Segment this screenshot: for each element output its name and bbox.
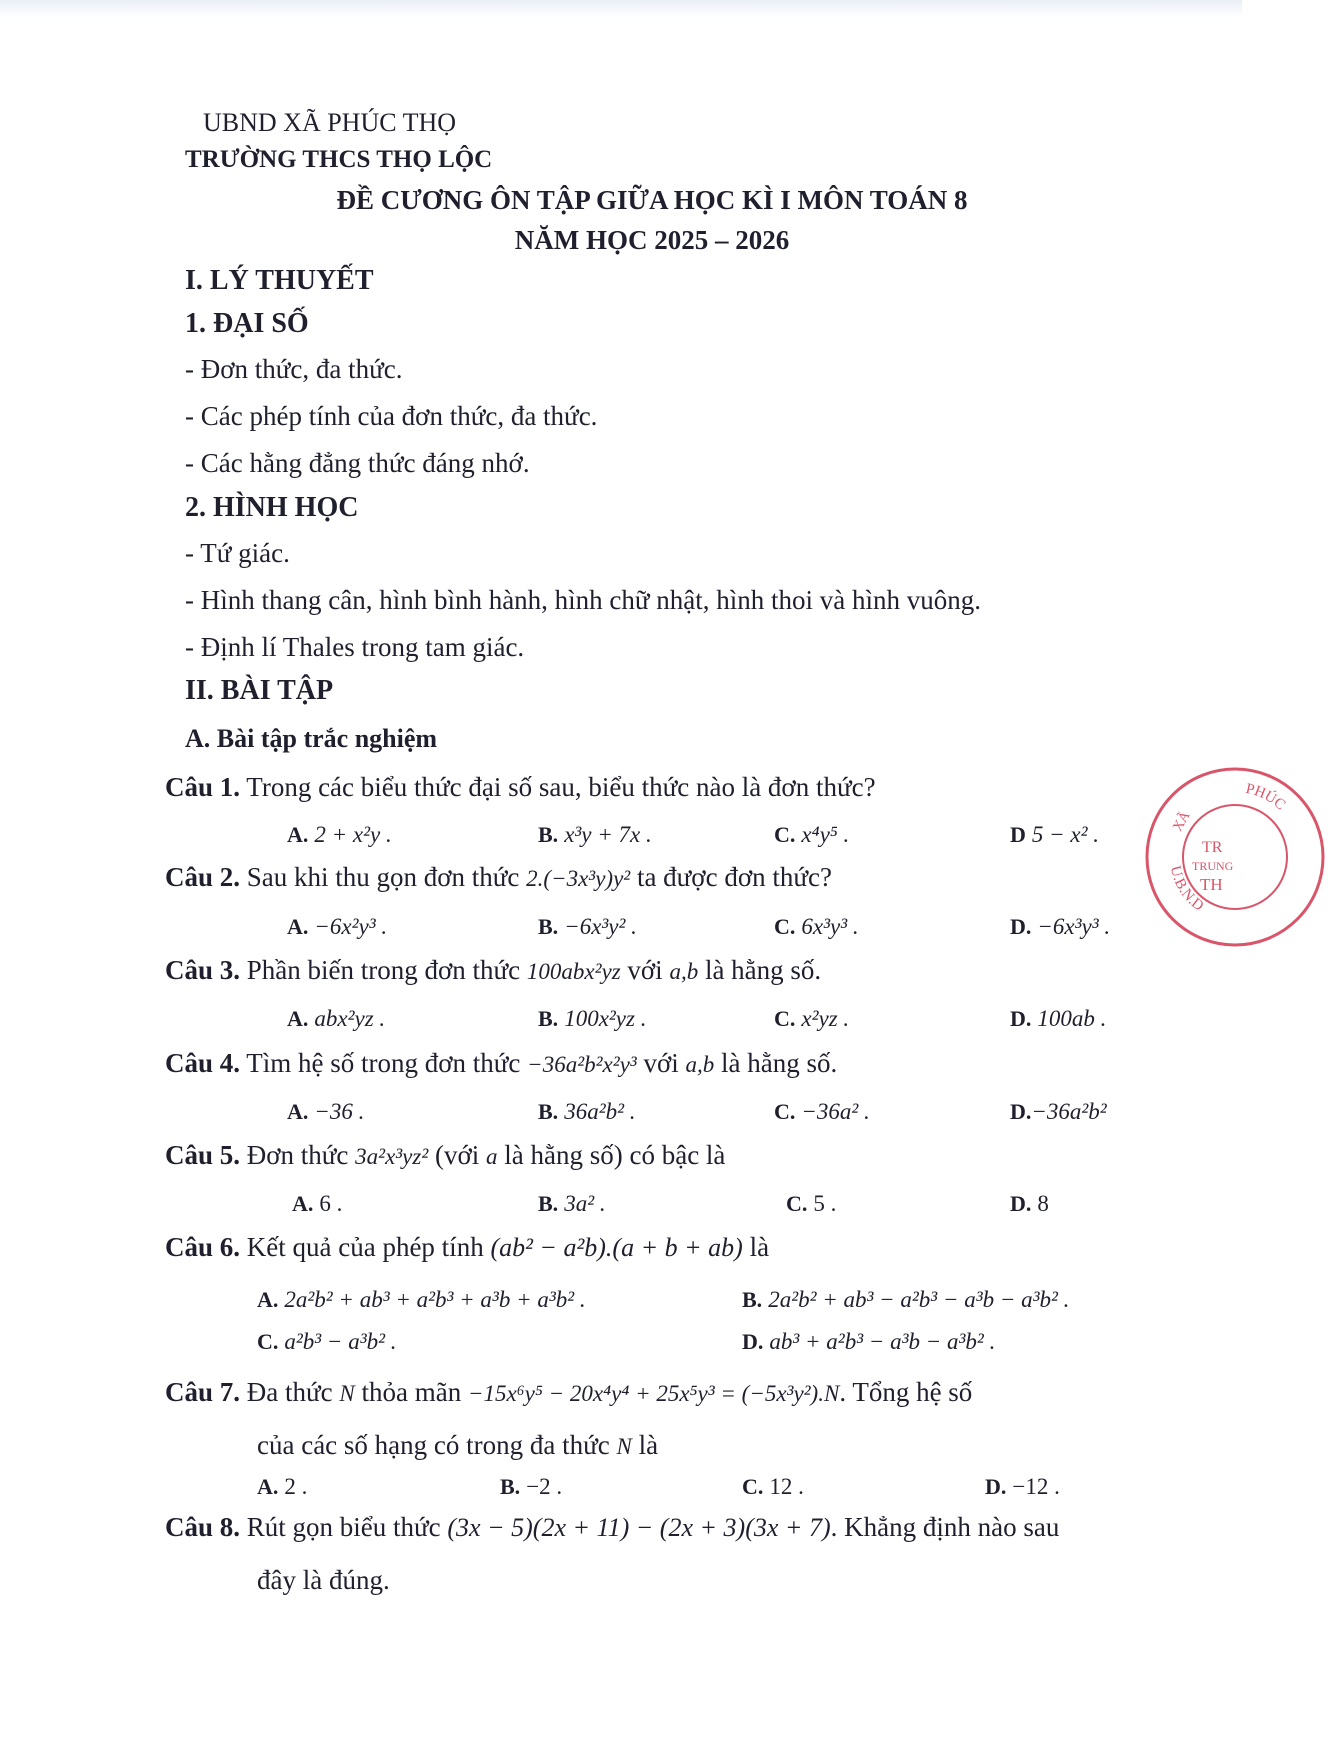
scan-edge bbox=[0, 0, 1242, 18]
option-b: B. 36a²b² . bbox=[538, 1099, 636, 1124]
question-label: Câu 5. bbox=[165, 1140, 241, 1170]
geometry-heading: 2. HÌNH HỌC bbox=[185, 492, 359, 523]
school-name: TRƯỜNG THCS THỌ LỘC bbox=[185, 146, 493, 173]
algebra-item: - Các phép tính của đơn thức, đa thức. bbox=[185, 401, 598, 431]
option-c: C. 12 . bbox=[742, 1474, 804, 1499]
option-d: D. 100ab . bbox=[1010, 1006, 1107, 1031]
option-a: A. 2 + x²y . bbox=[287, 822, 392, 847]
question-6: Câu 6. Kết quả của phép tính (ab² − a²b).(a + b + ab) là bbox=[165, 1232, 770, 1262]
stamp-side-text: XÃ bbox=[1170, 808, 1194, 834]
question-7-line-2: của các số hạng có trong đa thức N là bbox=[257, 1430, 659, 1460]
question-2: Câu 2. Sau khi thu gọn đơn thức 2.(−3x³y)y² ta được đơn thức? bbox=[165, 862, 832, 892]
algebra-heading: 1. ĐẠI SỐ bbox=[185, 308, 309, 339]
question-4: Câu 4. Tìm hệ số trong đơn thức −36a²b²x²y³ với a,b là hằng số. bbox=[165, 1048, 838, 1078]
geometry-item: - Định lí Thales trong tam giác. bbox=[185, 632, 525, 662]
option-c: C. −36a² . bbox=[774, 1099, 870, 1124]
stamp-center-2: TRUNG bbox=[1192, 859, 1234, 873]
option-a: A. −6x²y³ . bbox=[287, 914, 388, 939]
question-label: Câu 6. bbox=[165, 1232, 241, 1262]
district-name: UBND XÃ PHÚC THỌ bbox=[203, 108, 457, 137]
option-b: B. −2 . bbox=[500, 1474, 563, 1499]
question-label: Câu 2. bbox=[165, 862, 241, 892]
question-1 bbox=[165, 772, 876, 803]
option-d: D. 8 bbox=[1010, 1191, 1049, 1216]
geometry-item: - Hình thang cân, hình bình hành, hình chữ nhật, hình thoi và hình vuông. bbox=[185, 585, 982, 615]
option-d: D 5 − x² . bbox=[1010, 822, 1100, 847]
option-b: B. 2a²b² + ab³ − a²b³ − a³b − a³b² . bbox=[742, 1287, 1070, 1312]
school-stamp bbox=[1140, 762, 1330, 952]
option-c: C. x²yz . bbox=[774, 1006, 850, 1031]
question-3: Câu 3. Phần biến trong đơn thức 100abx²yz với a,b là hằng số. bbox=[165, 955, 822, 985]
option-b: B. 3a² . bbox=[538, 1191, 606, 1216]
question-text: Trong các biểu thức đại số sau, biểu thức nào là đơn thức? bbox=[246, 772, 876, 802]
option-d: D. ab³ + a²b³ − a³b − a³b² . bbox=[742, 1329, 996, 1354]
option-b: B. −6x³y² . bbox=[538, 914, 637, 939]
option-a: A. 2 . bbox=[257, 1474, 308, 1499]
option-c: C. a²b³ − a³b² . bbox=[257, 1329, 397, 1354]
option-b: B. 100x²yz . bbox=[538, 1006, 647, 1031]
document-title: ĐỀ CƯƠNG ÔN TẬP GIỮA HỌC KÌ I MÔN TOÁN 8 bbox=[336, 185, 968, 215]
question-label: Câu 4. bbox=[165, 1048, 241, 1078]
algebra-item: - Đơn thức, đa thức. bbox=[185, 354, 403, 384]
question-label: Câu 7. bbox=[165, 1377, 241, 1407]
option-a: A. abx²yz . bbox=[287, 1006, 386, 1031]
stamp-bottom-text: U.B.N.D bbox=[1166, 864, 1207, 915]
option-b: B. x³y + 7x . bbox=[538, 822, 652, 847]
option-c: C. x⁴y⁵ . bbox=[774, 822, 850, 847]
geometry-item: - Tứ giác. bbox=[185, 538, 290, 568]
option-c: C. 6x³y³ . bbox=[774, 914, 859, 939]
option-a: A. 6 . bbox=[292, 1191, 343, 1216]
stamp-center-1: TR bbox=[1202, 839, 1223, 856]
school-year: NĂM HỌC 2025 – 2026 bbox=[514, 225, 790, 255]
option-d: D. −6x³y³ . bbox=[1010, 914, 1111, 939]
exercises-heading: II. BÀI TẬP bbox=[185, 675, 334, 706]
multiple-choice-heading: A. Bài tập trắc nghiệm bbox=[185, 724, 438, 753]
option-a: A. −36 . bbox=[287, 1099, 365, 1124]
option-d: D.−36a²b² bbox=[1010, 1099, 1107, 1124]
question-8-line-2: đây là đúng. bbox=[257, 1565, 390, 1595]
question-label: Câu 1. bbox=[165, 772, 241, 802]
question-7: Câu 7. Đa thức N thỏa mãn −15x⁶y⁵ − 20x⁴y⁴ + 25x⁵y³ = (−5x³y²).N. Tổng hệ số bbox=[165, 1377, 973, 1407]
question-label: Câu 8. bbox=[165, 1512, 241, 1542]
question-5: Câu 5. Đơn thức 3a²x³yz² (với a là hằng số) có bậc là bbox=[165, 1140, 726, 1170]
option-a: A. 2a²b² + ab³ + a²b³ + a³b + a³b² . bbox=[257, 1287, 586, 1312]
theory-heading: I. LÝ THUYẾT bbox=[185, 265, 374, 296]
algebra-item: - Các hằng đẳng thức đáng nhớ. bbox=[185, 448, 530, 478]
stamp-inner-ring bbox=[1183, 805, 1287, 909]
question-8: Câu 8. Rút gọn biểu thức (3x − 5)(2x + 11) − (2x + 3)(3x + 7). Khẳng định nào sau bbox=[165, 1512, 1060, 1542]
question-label: Câu 3. bbox=[165, 955, 241, 985]
stamp-center-3: TH bbox=[1200, 875, 1223, 894]
option-c: C. 5 . bbox=[786, 1191, 837, 1216]
stamp-outer-ring bbox=[1147, 769, 1323, 945]
option-d: D. −12 . bbox=[985, 1474, 1060, 1499]
stamp-top-text: PHÚC bbox=[1244, 780, 1289, 814]
